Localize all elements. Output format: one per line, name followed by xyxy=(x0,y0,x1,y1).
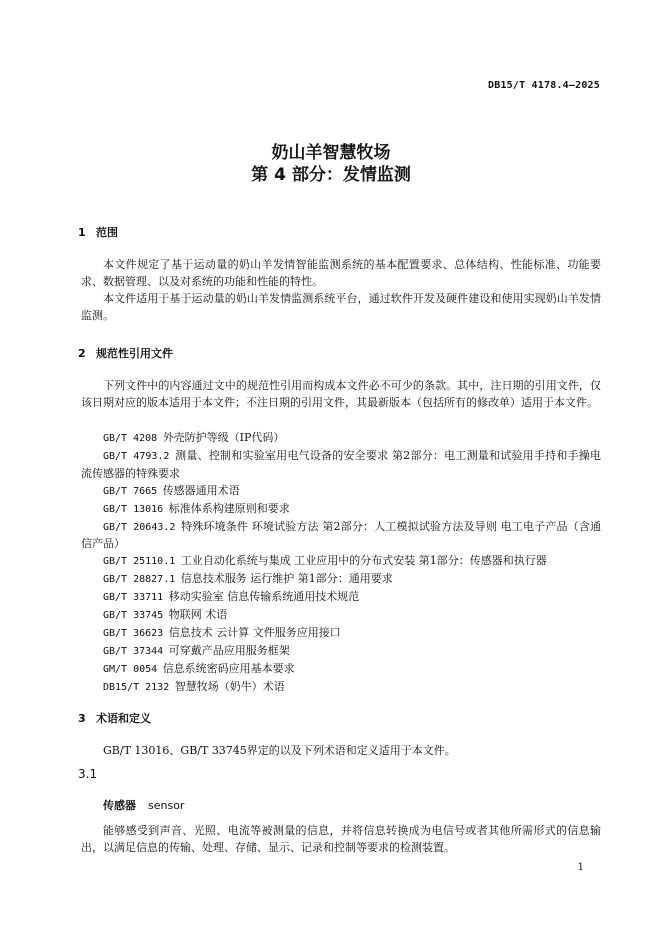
reference-item xyxy=(81,643,601,661)
reference-title: 工业自动化系统与集成 工业应用中的分布式安装 第1部分：传感器和执行器 xyxy=(180,554,547,568)
reference-item xyxy=(81,589,601,607)
reference-code: DB15/T 2132 xyxy=(103,681,170,693)
term-chinese: 传感器 xyxy=(103,799,136,812)
section-number: 1 xyxy=(78,226,86,239)
section-heading-normative-references xyxy=(78,345,173,361)
reference-item xyxy=(81,501,601,519)
reference-title: 信息技术 云计算 文件服务应用接口 xyxy=(168,625,341,639)
reference-item xyxy=(81,448,601,483)
section-heading-scope xyxy=(78,224,118,240)
reference-item xyxy=(81,625,601,643)
reference-item xyxy=(81,483,601,501)
section-number: 3 xyxy=(78,712,86,725)
reference-item xyxy=(81,571,601,589)
page-number: 1 xyxy=(577,862,584,873)
reference-title: 特殊环境条件 环境试验方法 第2部分：人工模拟试验方法及导则 电工电子产品（含通信产品） xyxy=(81,519,601,551)
section-title: 范围 xyxy=(96,226,118,239)
references-intro: 下列文件中的内容通过文中的规范性引用而构成本文件必不可少的条款。其中，注日期的引用文件，仅该日期对应的版本适用于本文件；不注日期的引用文件，其最新版本（包括所有的修改单）适用于本文件。 xyxy=(81,379,601,409)
terms-intro: GB/T 13016、GB/T 33745界定的以及下列术语和定义适用于本文件。 xyxy=(103,744,456,757)
section-title: 术语和定义 xyxy=(96,712,151,725)
reference-item xyxy=(81,430,601,448)
document-code: DB15/T 4178.4—2025 xyxy=(488,80,600,91)
reference-code: GB/T 4208 xyxy=(103,433,158,444)
reference-title: 可穿戴产品应用服务框架 xyxy=(168,643,290,657)
reference-item xyxy=(81,679,601,697)
reference-item xyxy=(81,607,601,625)
reference-title: 移动实验室 信息传输系统通用技术规范 xyxy=(168,590,360,604)
reference-code: GB/T 7665 xyxy=(103,485,158,497)
reference-code: GB/T 36623 xyxy=(103,627,164,639)
term-definition: 能够感受到声音、光照、电流等被测量的信息，并将信息转换成为电信号或者其他所需形式的信息输出，以满足信息的传输、处理、存储、显示、记录和控制等要求的检测装置。 xyxy=(81,824,601,854)
reference-title: 信息系统密码应用基本要求 xyxy=(162,661,295,675)
term-english: sensor xyxy=(148,799,185,812)
reference-item xyxy=(81,553,601,571)
reference-title: 测量、控制和实验室用电气设备的安全要求 第2部分：电工测量和试验用手持和手操电流传感器的特殊要求 xyxy=(81,448,601,480)
document-subtitle: 第 4 部分：发情监测 xyxy=(251,165,411,185)
reference-code: GB/T 33711 xyxy=(103,592,164,604)
reference-title: 信息技术服务 运行维护 第1部分：通用要求 xyxy=(180,572,393,586)
reference-code: GB/T 33745 xyxy=(103,610,164,622)
reference-item xyxy=(81,661,601,679)
reference-title: 外壳防护等级（IP代码） xyxy=(162,431,285,444)
section-title: 规范性引用文件 xyxy=(96,347,173,360)
reference-title: 智慧牧场（奶牛）术语 xyxy=(174,679,285,693)
term-entry xyxy=(103,797,184,813)
reference-title: 标准体系构建原则和要求 xyxy=(168,501,290,515)
reference-code: GB/T 28827.1 xyxy=(103,574,176,586)
section-heading-terms xyxy=(78,710,151,726)
reference-code: GM/T 0054 xyxy=(103,663,158,675)
reference-code: GB/T 20643.2 xyxy=(103,521,176,533)
reference-title: 物联网 术语 xyxy=(168,608,228,622)
reference-code: GB/T 13016 xyxy=(103,503,164,515)
reference-code: GB/T 4793.2 xyxy=(103,450,170,462)
reference-item xyxy=(81,519,601,554)
document-title: 奶山羊智慧牧场 xyxy=(271,143,391,163)
reference-code: GB/T 37344 xyxy=(103,645,164,657)
section-number: 2 xyxy=(78,347,86,360)
clause-number: 3.1 xyxy=(78,767,98,781)
scope-paragraph-1: 本文件规定了基于运动量的奶山羊发情智能监测系统的基本配置要求、总体结构、性能标准、功能要求、数据管理、以及对系统的功能和性能的特性。 xyxy=(81,258,601,288)
reference-title: 传感器通用术语 xyxy=(162,483,240,497)
reference-code: GB/T 25110.1 xyxy=(103,556,176,568)
reference-list xyxy=(81,430,601,697)
scope-paragraph-2: 本文件适用于基于运动量的奶山羊发情监测系统平台，通过软件开发及硬件建设和使用实现奶山羊发情监测。 xyxy=(81,292,601,322)
